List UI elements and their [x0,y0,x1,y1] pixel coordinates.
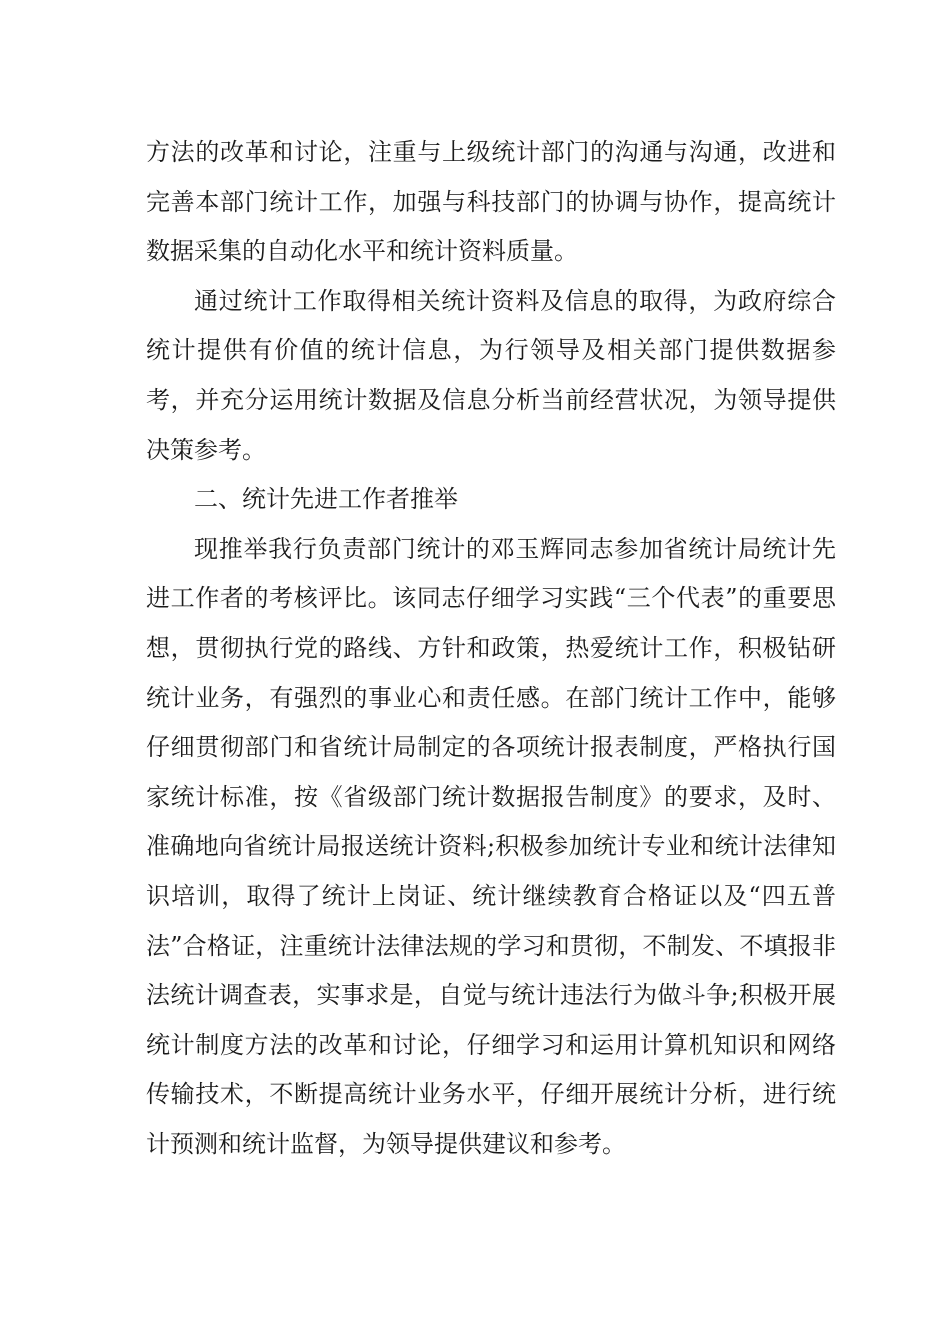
paragraph-statistics-info: 通过统计工作取得相关统计资料及信息的取得，为政府综合统计提供有价值的统计信息，为行领导及相关部门提供数据参考，并充分运用统计数据及信息分析当前经营状况，为领导提供决策参考。 [146,286,836,464]
document-body [146,128,836,1169]
paragraph-continuation: 方法的改革和讨论，注重与上级统计部门的沟通与沟通，改进和完善本部门统计工作，加强与科技部门的协调与协作，提高统计数据采集的自动化水平和统计资料质量。 [146,138,836,266]
section-heading: 二、统计先进工作者推举 [194,485,458,514]
paragraph-nomination: 现推举我行负责部门统计的邓玉辉同志参加省统计局统计先进工作者的考核评比。该同志仔细学习实践“三个代表”的重要思想，贯彻执行党的路线、方针和政策，热爱统计工作，积极钻研统计业务，有强烈的事业心和责任感。在部门统计工作中，能够仔细贯彻部门和省统计局制定的各项统计报表制度，严格执行国家统计标准，按《省级部门统计数据报告制度》的要求，及时、准确地向省统计局报送统计资料;积极参加统计专业和统计法律知识培训，取得了统计上岗证、统计继续教育合格证以及“四五普法”合格证，注重统计法律法规的学习和贯彻，不制发、不填报非法统计调查表，实事求是，自觉与统计违法行为做斗争;积极开展统计制度方法的改革和讨论，仔细学习和运用计算机知识和网络传输技术，不断提高统计业务水平，仔细开展统计分析，进行统计预测和统计监督，为领导提供建议和参考。 [146,534,836,1158]
